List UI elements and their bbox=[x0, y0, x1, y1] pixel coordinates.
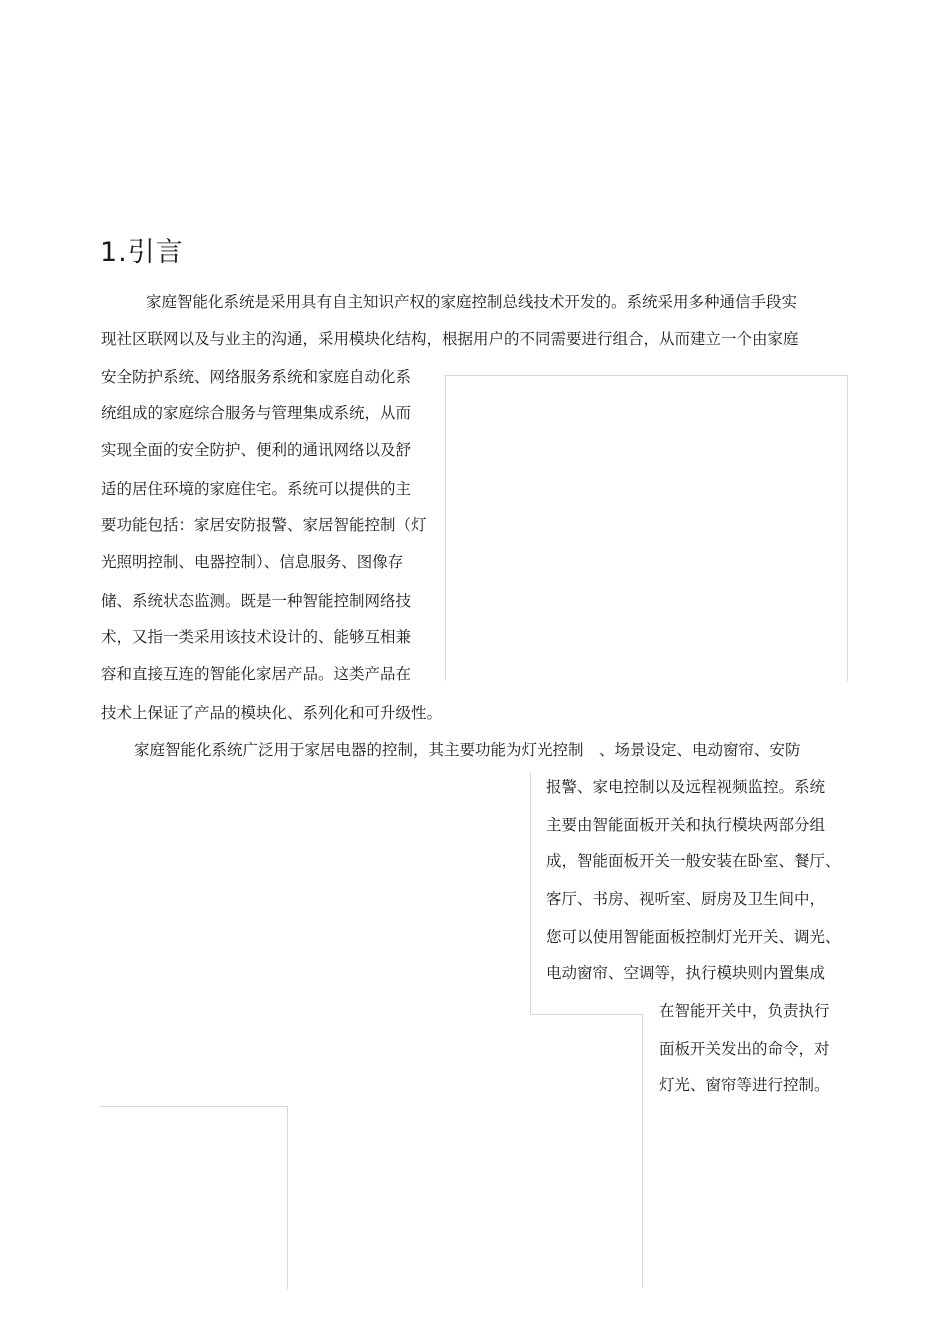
paragraph-1-line: 技术上保证了产品的模块化、系列化和可升级性。 bbox=[101, 704, 443, 722]
paragraph-1-line: 适的居住环境的家庭住宅。系统可以提供的主 bbox=[101, 480, 412, 498]
paragraph-1-line: 家庭智能化系统是采用具有自主知识产权的家庭控制总线技术开发的。系统采用多种通信手段实 bbox=[146, 293, 798, 311]
paragraph-1-line: 储、系统状态监测。既是一种智能控制网络技 bbox=[101, 592, 412, 610]
paragraph-2-line: 家庭智能化系统广泛用于家居电器的控制，其主要功能为灯光控制 、场景设定、电动窗帘、安防 bbox=[134, 741, 801, 759]
paragraph-2-line: 在智能开关中，负责执行 bbox=[659, 1002, 830, 1020]
image-frame-top-right bbox=[445, 375, 848, 681]
paragraph-2-line: 面板开关发出的命令，对 bbox=[659, 1040, 830, 1058]
image-frame-left-lower bbox=[642, 1014, 643, 1288]
paragraph-1-line: 现社区联网以及与业主的沟通，采用模块化结构，根据用户的不同需要进行组合，从而建立一个由家庭 bbox=[101, 330, 799, 348]
paragraph-1-line: 容和直接互连的智能化家居产品。这类产品在 bbox=[101, 665, 412, 683]
paragraph-2-line: 灯光、窗帘等进行控制。 bbox=[659, 1076, 830, 1094]
paragraph-2-line: 电动窗帘、空调等，执行模块则内置集成 bbox=[546, 964, 826, 982]
paragraph-2-line: 您可以使用智能面板控制灯光开关、调光、 bbox=[546, 928, 841, 946]
paragraph-2-line: 成，智能面板开关一般安装在卧室、餐厅、 bbox=[546, 852, 841, 870]
paragraph-1-line: 光照明控制、电器控制）、信息服务、图像存 bbox=[101, 553, 404, 571]
section-heading: 1.引言 bbox=[100, 237, 184, 268]
paragraph-2-line: 报警、家电控制以及远程视频监控。系统 bbox=[546, 778, 826, 796]
paragraph-1-line: 术，又指一类采用该技术设计的、能够互相兼 bbox=[101, 628, 412, 646]
image-frame-bottom-left bbox=[100, 1106, 288, 1289]
paragraph-2-line: 客厅、书房、视听室、厨房及卫生间中， bbox=[546, 890, 826, 908]
paragraph-1-line: 安全防护系统、网络服务系统和家庭自动化系 bbox=[101, 368, 412, 386]
paragraph-2-line: 主要由智能面板开关和执行模块两部分组 bbox=[546, 816, 826, 834]
paragraph-1-line: 实现全面的安全防护、便利的通讯网络以及舒 bbox=[101, 441, 412, 459]
paragraph-1-line: 要功能包括：家居安防报警、家居智能控制（灯 bbox=[101, 516, 427, 534]
paragraph-1-line: 统组成的家庭综合服务与管理集成系统，从而 bbox=[101, 404, 412, 422]
